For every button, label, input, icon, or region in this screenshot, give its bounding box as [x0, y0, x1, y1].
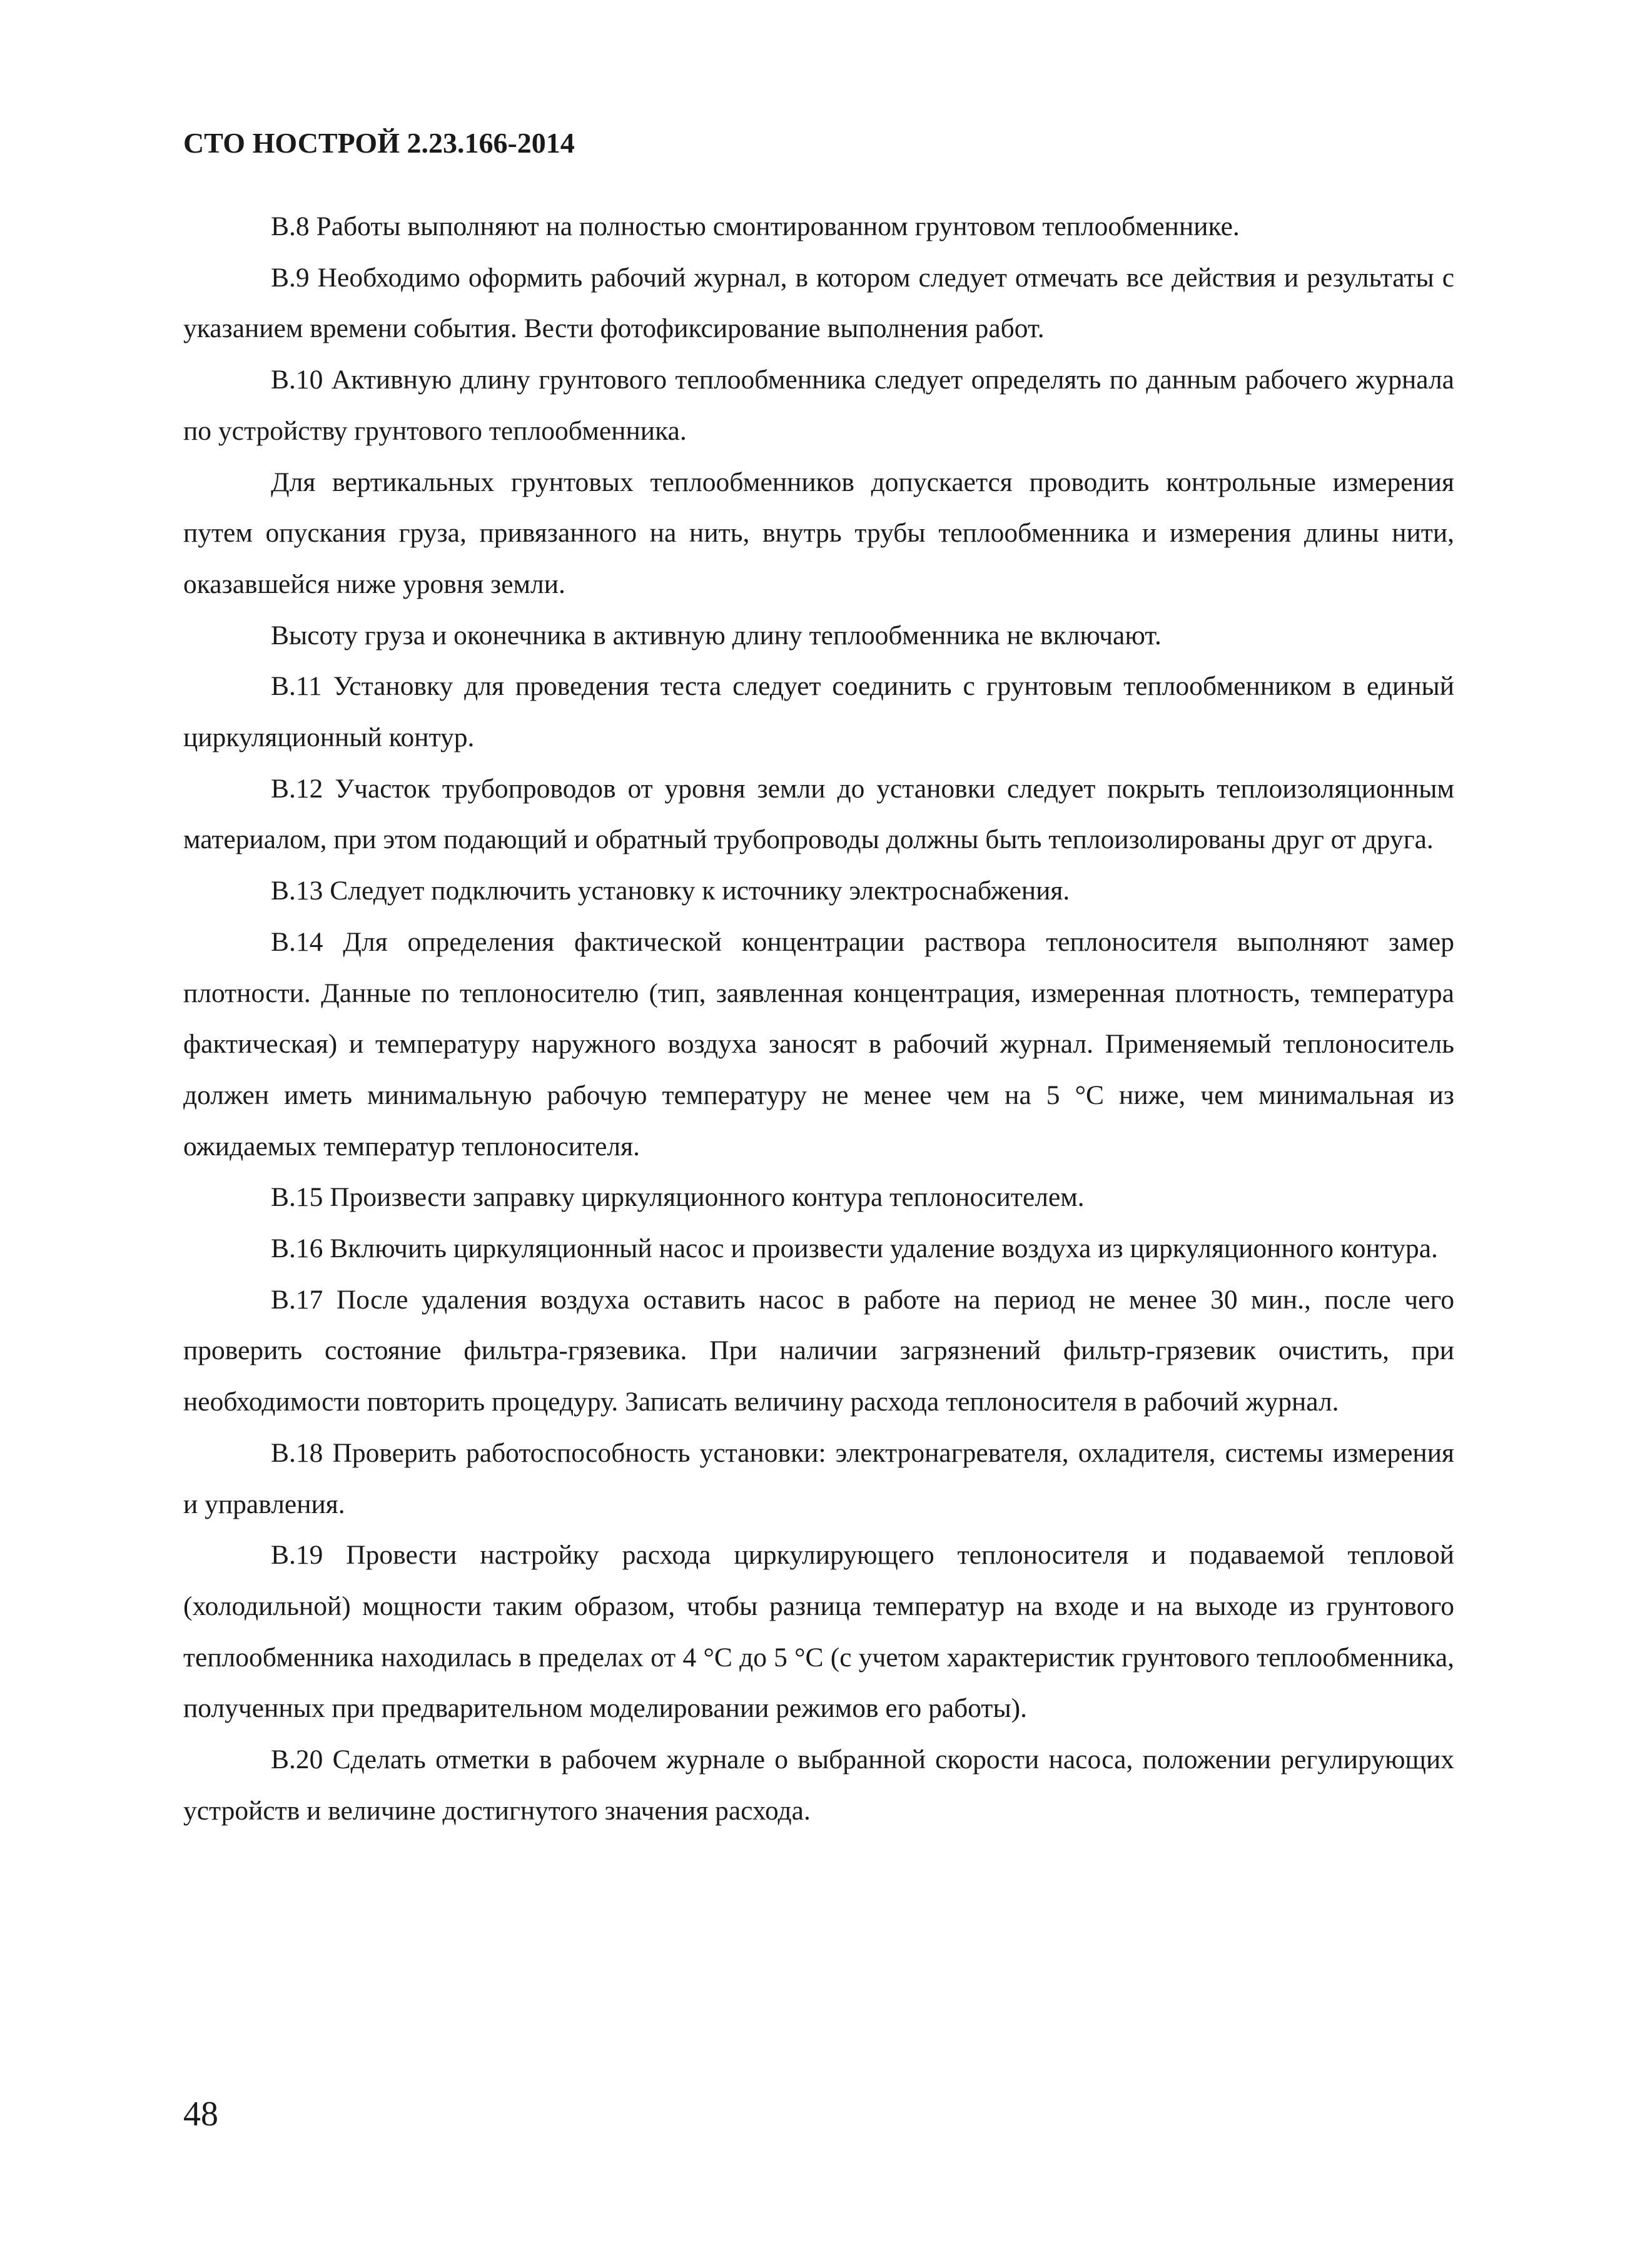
paragraph-b10: В.10 Активную длину грунтового теплообменника следует определять по данным рабочего журнала по устройству грунтового теплообменника. — [183, 365, 1454, 446]
paragraph-b15: В.15 Произвести заправку циркуляционного контура теплоносителем. — [271, 1182, 1085, 1213]
paragraph-b20: В.20 Сделать отметки в рабочем журнале о выбранной скорости насоса, положении регулирующих устройств и величине достигнутого значения расхода. — [183, 1744, 1454, 1826]
paragraph-b19: В.19 Провести настройку расхода циркулирующего теплоносителя и подаваемой тепловой (холодильной) мощности таким образом, чтобы разница температур на входе и на выходе из грунтового теплообменника находилась в пределах от 4 °С до 5 °С (с учетом характеристик грунтового теплообменника, полученных при предварительном моделировании режимов его работы). — [183, 1540, 1454, 1724]
document-header: СТО НОСТРОЙ 2.23.166-2014 — [183, 127, 575, 159]
page-number: 48 — [183, 2095, 218, 2134]
document-body — [183, 201, 1454, 1837]
paragraph-b11: В.11 Установку для проведения теста следует соединить с грунтовым теплообменником в единый циркуляционный контур. — [183, 671, 1454, 753]
paragraph-b10-weight: Высоту груза и оконечника в активную длину теплообменника не включают. — [271, 620, 1162, 651]
paragraph-b10-vertical: Для вертикальных грунтовых теплообменников допускается проводить контрольные измерения путем опускания груза, привязанного на нить, внутрь трубы теплообменника и измерения длины нити, оказавшейся ниже уровня земли. — [183, 467, 1454, 599]
paragraph-b8: В.8 Работы выполняют на полностью смонтированном грунтовом теплообменнике. — [271, 211, 1240, 241]
paragraph-b18: В.18 Проверить работоспособность установки: электронагревателя, охладителя, системы измерения и управления. — [183, 1437, 1454, 1519]
paragraph-b13: В.13 Следует подключить установку к источнику электроснабжения. — [271, 876, 1070, 906]
paragraph-b12: В.12 Участок трубопроводов от уровня земли до установки следует покрыть теплоизоляционным материалом, при этом подающий и обратный трубопроводы должны быть теплоизолированы друг от друга. — [183, 773, 1454, 855]
paragraph-b14: В.14 Для определения фактической концентрации раствора теплоносителя выполняют замер плотности. Данные по теплоносителю (тип, заявленная концентрация, измеренная плотность, температура фактическая) и температуру наружного воздуха заносят в рабочий журнал. Применяемый теплоноситель должен иметь минимальную рабочую температуру не менее чем на 5 °С ниже, чем минимальная из ожидаемых температур теплоносителя. — [183, 926, 1454, 1162]
paragraph-b17: В.17 После удаления воздуха оставить насос в работе на период не менее 30 мин., после чего проверить состояние фильтра-грязевика. При наличии загрязнений фильтр-грязевик очистить, при необходимости повторить процедуру. Записать величину расхода теплоносителя в рабочий журнал. — [183, 1284, 1454, 1417]
paragraph-b9: В.9 Необходимо оформить рабочий журнал, в котором следует отмечать все действия и результаты с указанием времени события. Вести фотофиксирование выполнения работ. — [183, 262, 1454, 344]
paragraph-b16: В.16 Включить циркуляционный насос и произвести удаление воздуха из циркуляционного контура. — [271, 1233, 1438, 1264]
